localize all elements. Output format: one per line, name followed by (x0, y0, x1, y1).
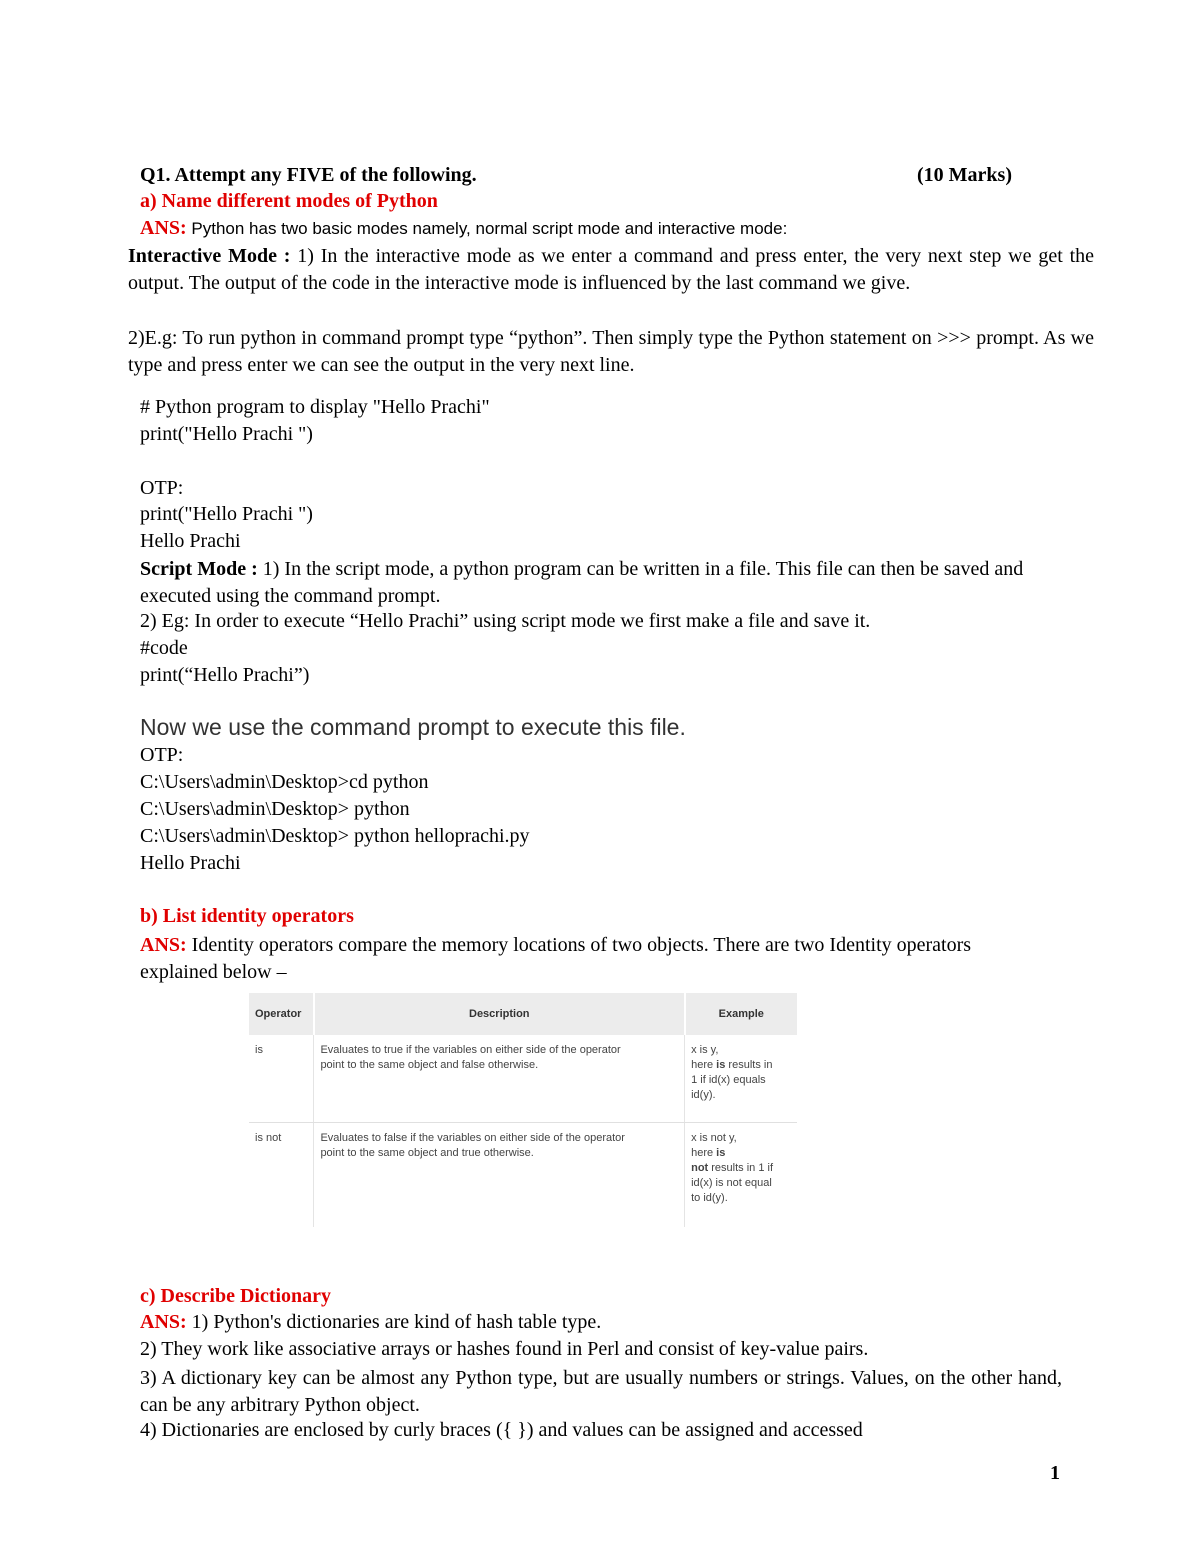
cmd-line-2: C:\Users\admin\Desktop> python (140, 798, 410, 820)
ans-label: ANS: (140, 934, 187, 956)
script-code-print: print(“Hello Prachi”) (140, 664, 310, 686)
part-c-point-3: 3) A dictionary key can be almost any Python type, but are usually numbers or strings. Values, on the other hand, can be any arbitrary Python object. (140, 1367, 1062, 1416)
cmd-line-1: C:\Users\admin\Desktop>cd python (140, 771, 429, 793)
table-cell-description: Evaluates to false if the variables on either side of the operator point to the same object and true otherwise. (314, 1123, 685, 1228)
part-b-heading: b) List identity operators (140, 905, 354, 927)
ans-label: ANS: (140, 217, 187, 239)
code-comment: # Python program to display "Hello Prachi" (140, 396, 490, 418)
question-title: Q1. Attempt any FIVE of the following. (140, 164, 477, 186)
otp-label: OTP: (140, 477, 184, 499)
table-cell-example: x is y, here is results in 1 if id(x) equals id(y). (685, 1035, 797, 1123)
page-number: 1 (1050, 1462, 1060, 1484)
script-mode-text: 1) In the script mode, a python program can be written in a file. This file can then be saved and executed using the command prompt. (140, 558, 1024, 607)
script-code-comment: #code (140, 637, 188, 659)
part-a-answer (140, 217, 787, 240)
table-row (249, 1123, 797, 1228)
identity-operators-table (249, 993, 797, 1227)
part-c-heading: c) Describe Dictionary (140, 1285, 332, 1307)
part-b-answer-text: Identity operators compare the memory locations of two objects. There are two Identity operators explained below – (140, 934, 972, 983)
code-print: print("Hello Prachi ") (140, 423, 313, 445)
otp2-label: OTP: (140, 744, 184, 766)
part-a-answer-text: Python has two basic modes namely, normal script mode and interactive mode: (186, 219, 788, 238)
otp-print: print("Hello Prachi ") (140, 503, 313, 525)
otp-output: Hello Prachi (140, 530, 241, 552)
part-b-answer (140, 932, 1040, 986)
table-cell-example: x is not y, here is not results in 1 if id(x) is not equal to id(y). (691, 1132, 774, 1204)
table-header-operator: Operator (249, 993, 314, 1035)
script-mode-paragraph (140, 556, 1080, 610)
interactive-mode-paragraph (128, 243, 1094, 297)
table-row (249, 1035, 797, 1123)
cmd-output: Hello Prachi (140, 852, 241, 874)
table-cell-description: Evaluates to true if the variables on either side of the operator point to the same object and false otherwise. (314, 1035, 685, 1123)
table-header-description: Description (314, 993, 685, 1035)
part-c-point-1: ANS: 1) Python's dictionaries are kind of hash table type. (140, 1311, 602, 1333)
ans-label: ANS: (140, 1311, 187, 1333)
interactive-example-paragraph: 2)E.g: To run python in command prompt type “python”. Then simply type the Python statement on >>> prompt. As we type and press enter we can see the output in the very next line. (128, 327, 1094, 376)
table-cell-operator: is (249, 1035, 314, 1123)
script-example: 2) Eg: In order to execute “Hello Prachi” using script mode we first make a file and save it. (140, 610, 871, 632)
table-header-example: Example (685, 993, 797, 1035)
cmd-line-3: C:\Users\admin\Desktop> python helloprachi.py (140, 825, 530, 847)
table-cell-operator: is not (249, 1123, 314, 1228)
question-marks: (10 Marks) (917, 164, 1012, 186)
interactive-mode-text: 1) In the interactive mode as we enter a command and press enter, the very next step we get the output. The output of the code in the interactive mode is influenced by the last command we give. (128, 245, 1094, 294)
script-mode-label: Script Mode : (140, 558, 258, 580)
part-c-point-2: 2) They work like associative arrays or hashes found in Perl and consist of key-value pairs. (140, 1338, 869, 1360)
command-prompt-intro: Now we use the command prompt to execute this file. (140, 714, 686, 740)
part-a-heading: a) Name different modes of Python (140, 190, 438, 212)
interactive-mode-label: Interactive Mode : (128, 245, 291, 267)
part-c-point-4: 4) Dictionaries are enclosed by curly braces ({ }) and values can be assigned and accessed (140, 1419, 863, 1441)
